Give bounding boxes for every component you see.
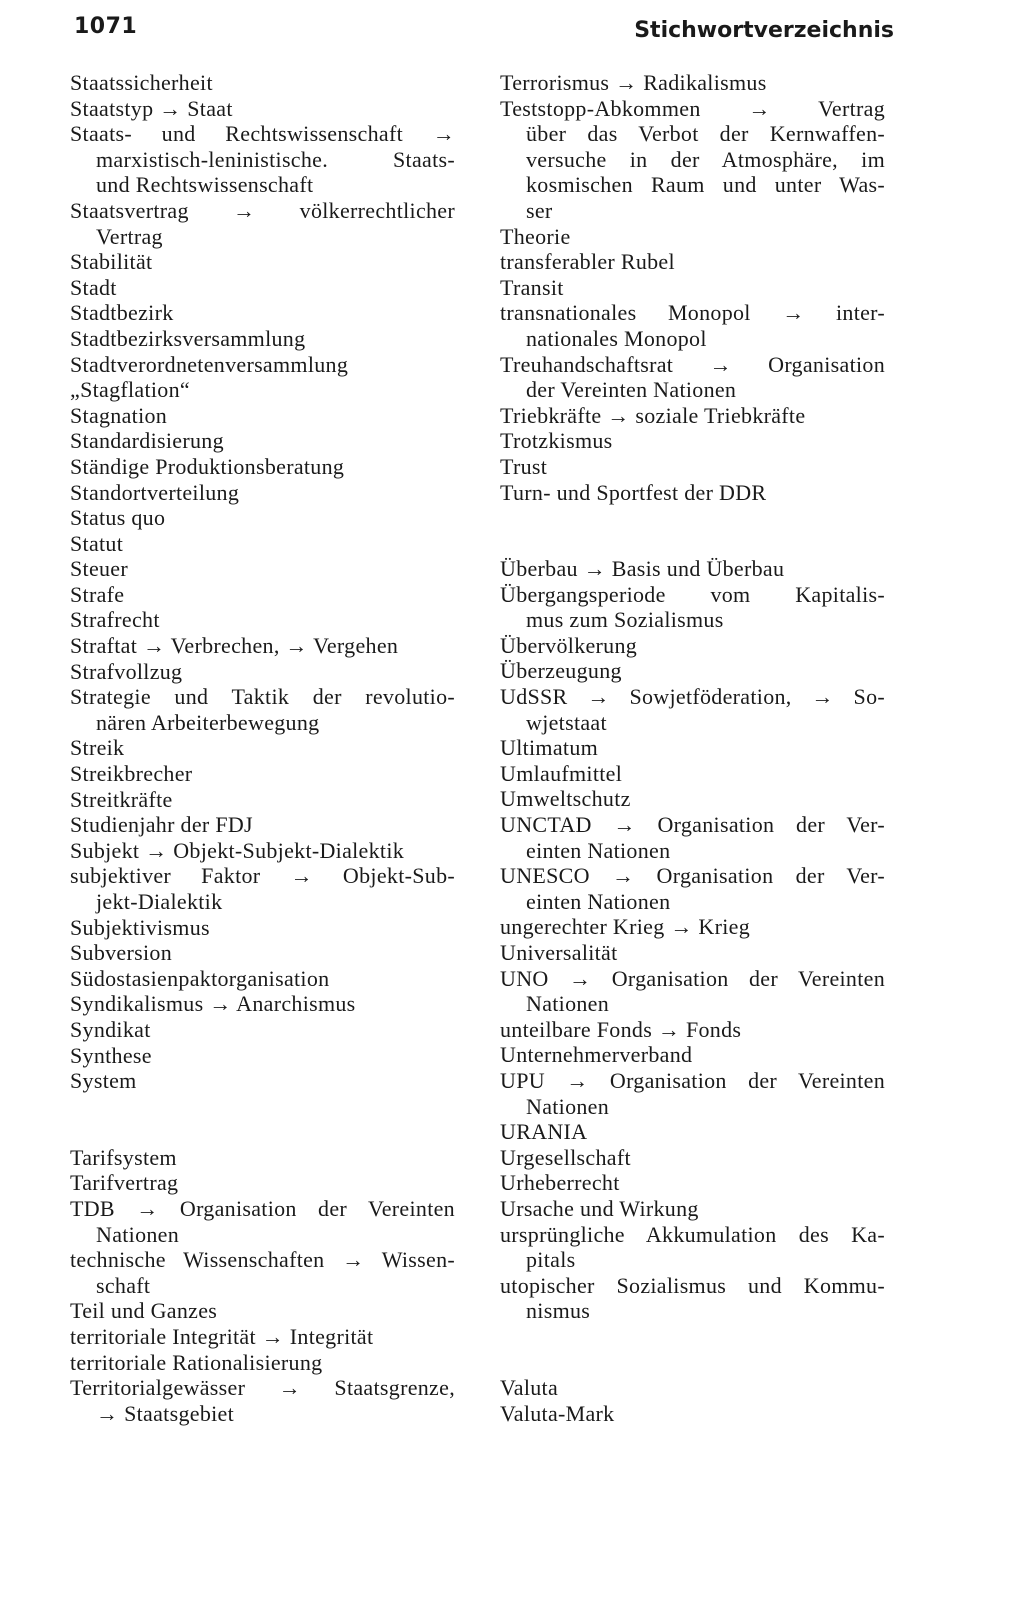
index-entry bbox=[500, 1222, 885, 1273]
index-entry bbox=[70, 1043, 455, 1069]
index-entry-term: UNESCO → Organisation der Ver- bbox=[500, 863, 885, 889]
index-entry bbox=[500, 1145, 885, 1171]
index-group bbox=[500, 70, 885, 505]
index-entry bbox=[500, 1375, 885, 1401]
page-number: 1071 bbox=[74, 14, 138, 39]
left-index-column bbox=[70, 70, 455, 1477]
index-entry-term: Trust bbox=[500, 453, 548, 479]
index-entry-term: territoriale Integrität → Integrität bbox=[70, 1323, 374, 1349]
index-entry bbox=[70, 659, 455, 685]
index-entry bbox=[70, 1145, 455, 1171]
index-entry bbox=[70, 352, 455, 378]
index-entry bbox=[70, 1068, 455, 1094]
index-entry-term: System bbox=[70, 1068, 137, 1094]
index-entry bbox=[70, 838, 455, 864]
index-entry-term: Urheberrecht bbox=[500, 1170, 620, 1196]
index-entry bbox=[500, 428, 885, 454]
index-group bbox=[500, 1375, 885, 1426]
index-entry-term: UNCTAD → Organisation der Ver- bbox=[500, 812, 885, 838]
index-entry-continuation: versuche in der Atmosphäre, im bbox=[526, 146, 885, 172]
index-entry-continuation: nationales Monopol bbox=[526, 325, 707, 351]
index-entry-term: utopischer Sozialismus und Kommu- bbox=[500, 1272, 885, 1298]
index-entry-term: Tarifsystem bbox=[70, 1144, 177, 1170]
index-entry-term: Turn- und Sportfest der DDR bbox=[500, 479, 767, 505]
index-entry bbox=[70, 96, 455, 122]
index-entry-term: Überzeugung bbox=[500, 658, 622, 684]
index-entry bbox=[500, 684, 885, 735]
index-entry bbox=[500, 1119, 885, 1145]
index-entry bbox=[500, 224, 885, 250]
index-entry-term: Triebkräfte → soziale Triebkräfte bbox=[500, 402, 806, 428]
index-entry bbox=[500, 275, 885, 301]
index-entry bbox=[70, 326, 455, 352]
index-entry bbox=[500, 812, 885, 863]
index-entry bbox=[70, 377, 455, 403]
index-entry-continuation: nären Arbeiterbewegung bbox=[96, 709, 320, 735]
index-entry-term: Stadtbezirk bbox=[70, 300, 174, 326]
index-entry-term: Übergangsperiode vom Kapitalis- bbox=[500, 581, 885, 607]
index-entry bbox=[70, 633, 455, 659]
index-entry-term: Umlaufmittel bbox=[500, 760, 623, 786]
index-entry bbox=[70, 812, 455, 838]
index-entry bbox=[70, 1247, 455, 1298]
index-entry bbox=[70, 70, 455, 96]
index-entry-term: Syndikalismus → Anarchismus bbox=[70, 991, 356, 1017]
index-entry-term: Straftat → Verbrechen, → Vergehen bbox=[70, 633, 399, 659]
index-entry-term: Steuer bbox=[70, 556, 129, 582]
index-entry bbox=[500, 863, 885, 914]
page-header bbox=[74, 14, 894, 54]
index-entry-term: Streik bbox=[70, 735, 125, 761]
index-entry-term: Tarifvertrag bbox=[70, 1170, 179, 1196]
index-entry-term: Standortverteilung bbox=[70, 479, 240, 505]
index-entry bbox=[70, 1298, 455, 1324]
index-entry bbox=[500, 914, 885, 940]
index-entry-term: Südostasienpaktorganisation bbox=[70, 965, 330, 991]
index-entry-term: Standardisierung bbox=[70, 428, 224, 454]
index-entry-term: Stadtverordnetenversammlung bbox=[70, 351, 349, 377]
index-entry-continuation: einten Nationen bbox=[526, 888, 671, 914]
index-entry-term: transferabler Rubel bbox=[500, 249, 675, 275]
index-group bbox=[70, 70, 455, 1094]
index-entry-term: Subversion bbox=[70, 940, 172, 966]
index-entry bbox=[500, 1196, 885, 1222]
index-entry-term: Trotzkismus bbox=[500, 428, 613, 454]
index-entry-term: Urgesellschaft bbox=[500, 1144, 631, 1170]
index-entry-continuation: mus zum Sozialismus bbox=[526, 607, 724, 633]
index-entry-term: Strategie und Taktik der revolutio- bbox=[70, 684, 455, 710]
index-entry bbox=[70, 915, 455, 941]
index-entry bbox=[70, 454, 455, 480]
index-entry bbox=[500, 940, 885, 966]
index-entry-term: Staatssicherheit bbox=[70, 70, 213, 95]
index-entry-continuation: über das Verbot der Kernwaffen- bbox=[526, 121, 885, 147]
index-entry bbox=[500, 658, 885, 684]
index-entry bbox=[500, 633, 885, 659]
right-index-column bbox=[500, 70, 885, 1477]
index-entry-term: Unternehmerverband bbox=[500, 1042, 693, 1068]
index-entry bbox=[70, 1017, 455, 1043]
index-entry-term: Territorialgewässer → Staatsgrenze, bbox=[70, 1375, 455, 1401]
index-entry-term: UPU → Organisation der Vereinten bbox=[500, 1067, 885, 1093]
index-entry-term: Überbau → Basis und Überbau bbox=[500, 556, 785, 582]
index-entry-term: Subjektivismus bbox=[70, 914, 210, 940]
index-entry bbox=[500, 352, 885, 403]
index-entry-continuation: → Staatsgebiet bbox=[96, 1400, 235, 1426]
index-entry bbox=[500, 1017, 885, 1043]
index-entry-term: unteilbare Fonds → Fonds bbox=[500, 1016, 742, 1042]
index-entry bbox=[70, 403, 455, 429]
index-entry-term: Staatsvertrag → völkerrechtlicher bbox=[70, 197, 455, 223]
index-entry-term: Studienjahr der FDJ bbox=[70, 812, 253, 838]
index-entry bbox=[500, 786, 885, 812]
index-entry-continuation: ser bbox=[526, 197, 553, 223]
index-entry bbox=[70, 480, 455, 506]
index-entry-term: Theorie bbox=[500, 223, 571, 249]
index-entry-term: transnationales Monopol → inter- bbox=[500, 300, 885, 326]
index-entry-continuation: wjetstaat bbox=[526, 709, 607, 735]
index-entry-term: Stabilität bbox=[70, 249, 153, 275]
index-entry bbox=[70, 275, 455, 301]
index-entry bbox=[500, 966, 885, 1017]
index-entry-term: Staatstyp → Staat bbox=[70, 95, 233, 121]
index-entry-term: ursprüngliche Akkumulation des Ka- bbox=[500, 1221, 885, 1247]
index-entry-term: Streikbrecher bbox=[70, 761, 193, 787]
index-entry bbox=[500, 556, 885, 582]
index-entry bbox=[70, 1196, 455, 1247]
index-entry bbox=[500, 1068, 885, 1119]
index-entry-term: Übervölkerung bbox=[500, 632, 638, 658]
index-entry bbox=[70, 991, 455, 1017]
index-entry-term: Treuhandschaftsrat → Organisation bbox=[500, 351, 885, 377]
index-entry-continuation: einten Nationen bbox=[526, 837, 671, 863]
index-entry bbox=[500, 1273, 885, 1324]
index-entry-continuation: Nationen bbox=[96, 1221, 180, 1247]
index-entry-term: Stagnation bbox=[70, 402, 168, 428]
index-entry bbox=[70, 121, 455, 198]
index-entry-term: Universalität bbox=[500, 940, 618, 965]
index-entry-term: Stadt bbox=[70, 274, 117, 300]
index-entry-term: Statut bbox=[70, 530, 124, 556]
index-entry bbox=[70, 761, 455, 787]
index-entry-continuation: marxistisch-leninistische. Staats- bbox=[96, 146, 455, 172]
index-entry-term: URANIA bbox=[500, 1119, 588, 1145]
index-entry-term: ungerechter Krieg → Krieg bbox=[500, 914, 751, 940]
index-entry-term: UNO → Organisation der Vereinten bbox=[500, 965, 885, 991]
index-group bbox=[70, 1145, 455, 1427]
index-entry-continuation: kosmischen Raum und unter Was- bbox=[526, 172, 885, 198]
index-entry-continuation: und Rechtswissenschaft bbox=[96, 172, 314, 198]
index-entry bbox=[70, 300, 455, 326]
index-entry-term: Status quo bbox=[70, 505, 166, 531]
index-entry-term: UdSSR → Sowjetföderation, → So- bbox=[500, 684, 885, 710]
index-entry bbox=[70, 556, 455, 582]
index-entry bbox=[70, 1350, 455, 1376]
index-entry-term: Umweltschutz bbox=[500, 786, 631, 812]
index-entry-continuation: Nationen bbox=[526, 991, 610, 1017]
index-entry-term: Syndikat bbox=[70, 1016, 151, 1042]
index-entry-term: Valuta bbox=[500, 1374, 559, 1400]
index-entry-term: subjektiver Faktor → Objekt-Sub- bbox=[70, 863, 455, 889]
index-entry bbox=[500, 70, 885, 96]
index-entry bbox=[70, 1375, 455, 1426]
index-entry bbox=[70, 863, 455, 914]
index-entry bbox=[70, 428, 455, 454]
index-entry-term: TDB → Organisation der Vereinten bbox=[70, 1195, 455, 1221]
index-entry bbox=[70, 1170, 455, 1196]
index-entry bbox=[500, 1401, 885, 1427]
index-entry-continuation: schaft bbox=[96, 1272, 151, 1298]
index-entry-term: territoriale Rationalisierung bbox=[70, 1349, 323, 1375]
index-entry-continuation: pitals bbox=[526, 1247, 576, 1273]
index-entry bbox=[70, 607, 455, 633]
index-entry bbox=[500, 1042, 885, 1068]
index-entry bbox=[500, 300, 885, 351]
index-entry-continuation: jekt-Dialektik bbox=[96, 889, 223, 914]
index-entry-term: Strafe bbox=[70, 581, 125, 607]
index-entry-term: Terrorismus → Radikalismus bbox=[500, 70, 767, 95]
index-entry-term: Strafrecht bbox=[70, 607, 160, 633]
index-entry bbox=[500, 96, 885, 224]
index-entry bbox=[70, 787, 455, 813]
index-entry bbox=[500, 454, 885, 480]
index-entry-continuation: nismus bbox=[526, 1298, 591, 1324]
index-entry-term: Subjekt → Objekt-Subjekt-Dialektik bbox=[70, 837, 405, 863]
index-group bbox=[500, 556, 885, 1324]
index-entry bbox=[70, 198, 455, 249]
index-entry-term: „Stagflation“ bbox=[70, 377, 190, 403]
index-entry bbox=[70, 735, 455, 761]
index-entry-term: Valuta-Mark bbox=[500, 1400, 615, 1426]
index-entry-continuation: Vertrag bbox=[96, 223, 163, 249]
index-entry-term: Ständige Produktionsberatung bbox=[70, 453, 345, 479]
index-entry bbox=[500, 582, 885, 633]
index-entry-term: Staats- und Rechtswissenschaft → bbox=[70, 121, 455, 147]
index-entry-term: Stadtbezirksversammlung bbox=[70, 325, 306, 351]
index-entry bbox=[70, 966, 455, 992]
index-entry bbox=[500, 1170, 885, 1196]
index-entry-term: Synthese bbox=[70, 1042, 152, 1068]
index-entry bbox=[70, 1324, 455, 1350]
index-entry bbox=[500, 735, 885, 761]
index-entry bbox=[500, 403, 885, 429]
index-entry bbox=[70, 940, 455, 966]
index-entry bbox=[70, 249, 455, 275]
index-entry-term: Streitkräfte bbox=[70, 786, 173, 812]
index-entry bbox=[70, 505, 455, 531]
index-entry-term: Ursache und Wirkung bbox=[500, 1195, 699, 1221]
index-entry bbox=[500, 249, 885, 275]
index-entry-term: Teststopp-Abkommen → Vertrag bbox=[500, 95, 885, 121]
index-entry-term: Transit bbox=[500, 274, 564, 300]
index-entry-term: technische Wissenschaften → Wissen- bbox=[70, 1247, 455, 1273]
index-entry bbox=[70, 684, 455, 735]
index-entry bbox=[70, 582, 455, 608]
section-title: Stichwortverzeichnis bbox=[634, 18, 894, 43]
index-entry-term: Strafvollzug bbox=[70, 658, 183, 684]
index-entry bbox=[70, 531, 455, 557]
index-entry-continuation: der Vereinten Nationen bbox=[526, 377, 737, 403]
index-entry-term: Ultimatum bbox=[500, 735, 599, 761]
index-entry bbox=[500, 761, 885, 787]
index-entry-continuation: Nationen bbox=[526, 1093, 610, 1119]
index-entry bbox=[500, 480, 885, 506]
index-entry-term: Teil und Ganzes bbox=[70, 1298, 218, 1324]
